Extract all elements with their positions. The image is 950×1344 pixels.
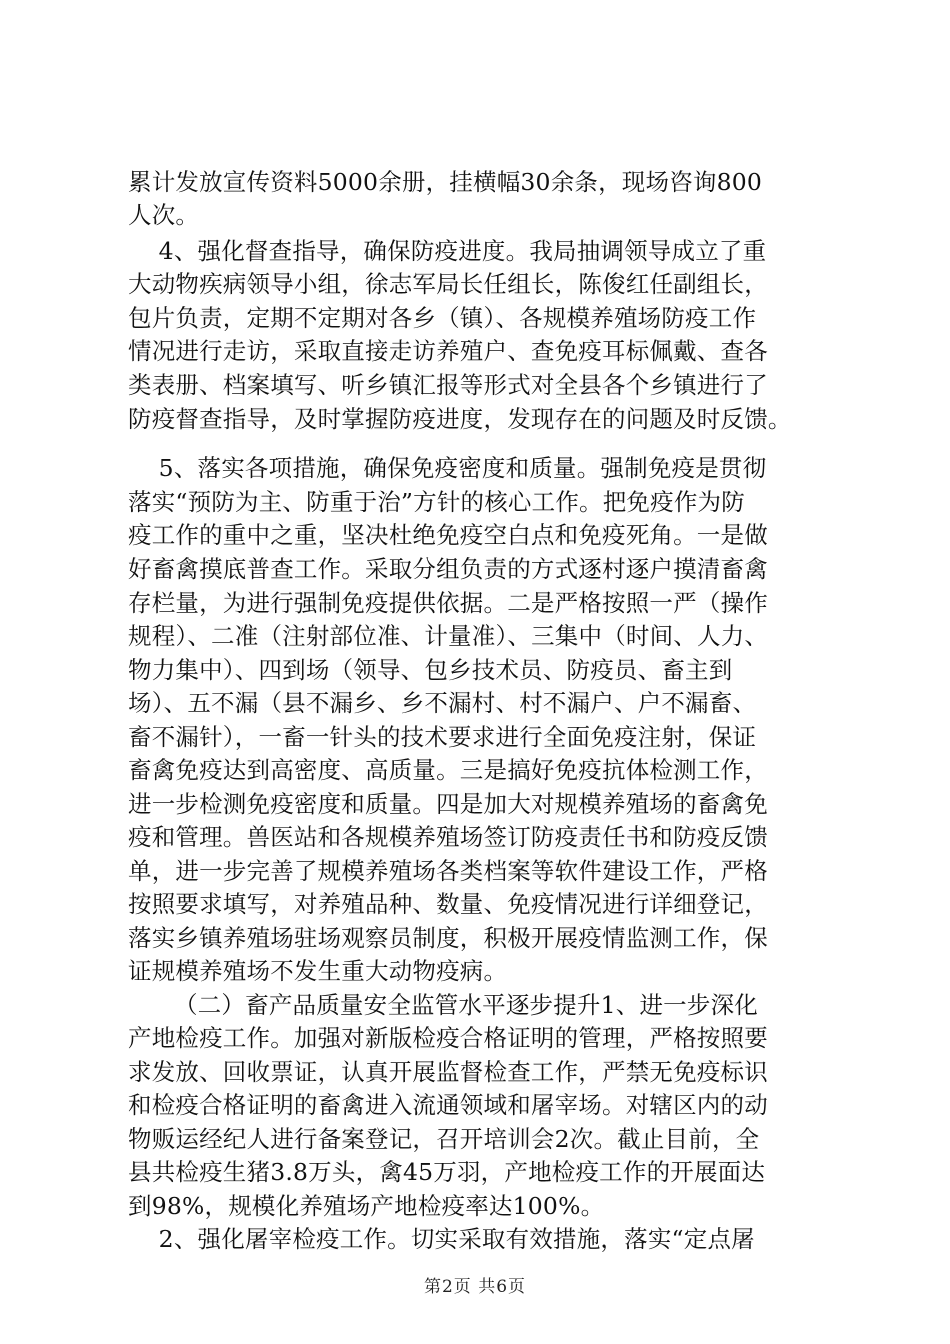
text-line: 和检疫合格证明的畜禽进入流通领域和屠宰场。对辖区内的动	[128, 1091, 768, 1119]
text-line: 5、落实各项措施，确保免疫密度和质量。强制免疫是贯彻	[128, 454, 767, 482]
text-line: 落实“预防为主、防重于治”方针的核心工作。把免疫作为防	[128, 488, 745, 516]
text-line: 好畜禽摸底普查工作。采取分组负责的方式逐村逐户摸清畜禽	[128, 555, 768, 583]
text-line: 证规模养殖场不发生重大动物疫病。	[128, 957, 508, 985]
text-line: 单，进一步完善了规模养殖场各类档案等软件建设工作，严格	[128, 857, 768, 885]
text-line: 按照要求填写，对养殖品种、数量、免疫情况进行详细登记，	[128, 890, 768, 918]
text-line: 畜不漏针），一畜一针头的技术要求进行全面免疫注射，保证	[128, 723, 757, 751]
text-line: 进一步检测免疫密度和质量。四是加大对规模养殖场的畜禽免	[128, 790, 768, 818]
text-line: 县共检疫生猪3.8万头，禽45万羽，产地检疫工作的开展面达	[128, 1158, 766, 1186]
text-line: 包片负责，定期不定期对各乡（镇）、各规模养殖场防疫工作	[128, 304, 757, 332]
text-line: 人次。	[128, 201, 200, 229]
text-line: 求发放、回收票证，认真开展监督检查工作，严禁无免疫标识	[128, 1058, 768, 1086]
text-line: 2、强化屠宰检疫工作。切实采取有效措施，落实“定点屠	[128, 1225, 755, 1253]
text-line: 疫和管理。兽医站和各规模养殖场签订防疫责任书和防疫反馈	[128, 823, 768, 851]
text-line: 情况进行走访，采取直接走访养殖户、查免疫耳标佩戴、查各	[128, 337, 768, 365]
text-line: 规程）、二准（注射部位准、计量准）、三集中（时间、人力、	[128, 622, 769, 650]
text-line: （二）畜产品质量安全监管水平逐步提升1、进一步深化	[128, 991, 758, 1019]
text-line: 物力集中）、四到场（领导、包乡技术员、防疫员、畜主到	[128, 656, 733, 684]
text-line: 存栏量，为进行强制免疫提供依据。二是严格按照一严（操作	[128, 589, 768, 617]
text-line: 大动物疾病领导小组，徐志军局长任组长，陈俊红任副组长，	[128, 270, 768, 298]
text-line: 畜禽免疫达到高密度、高质量。三是搞好免疫抗体检测工作，	[128, 756, 768, 784]
text-line: 防疫督查指导，及时掌握防疫进度，发现存在的问题及时反馈。	[128, 405, 792, 433]
text-line: 产地检疫工作。加强对新版检疫合格证明的管理，严格按照要	[128, 1024, 768, 1052]
text-line: 物贩运经纪人进行备案登记，召开培训会2次。截止目前，全	[128, 1125, 760, 1153]
text-line: 类表册、档案填写、听乡镇汇报等形式对全县各个乡镇进行了	[128, 371, 768, 399]
text-line: 到98%，规模化养殖场产地检疫率达100%。	[128, 1192, 605, 1220]
text-line: 场）、五不漏（县不漏乡、乡不漏村、村不漏户、户不漏畜、	[128, 689, 757, 717]
page-number-footer: 第2页 共6页	[423, 1277, 527, 1297]
text-line: 4、强化督查指导，确保防疫进度。我局抽调领导成立了重	[128, 237, 767, 265]
text-line: 疫工作的重中之重，坚决杜绝免疫空白点和免疫死角。一是做	[128, 521, 768, 549]
text-line: 累计发放宣传资料5000余册，挂横幅30余条，现场咨询800	[128, 168, 763, 196]
text-line: 落实乡镇养殖场驻场观察员制度，积极开展疫情监测工作，保	[128, 924, 768, 952]
